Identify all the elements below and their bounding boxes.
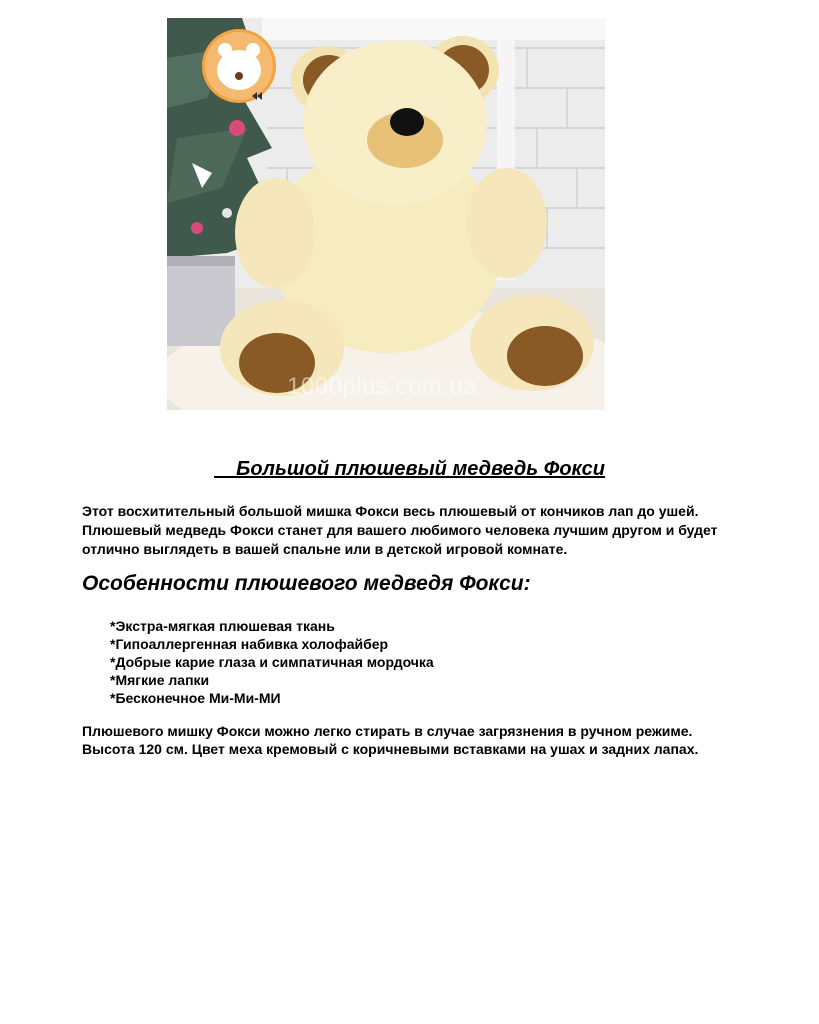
list-item: *Мягкие лапки [110, 672, 210, 688]
list-item: *Гипоаллергенная набивка холофайбер [110, 636, 389, 652]
size-note: Высота 120 см. Цвет меха кремовый с коричневыми вставками на ушах и задних лапах. [82, 741, 699, 757]
product-photo [167, 18, 605, 410]
list-item: *Бесконечное Ми-Ми-МИ [110, 690, 281, 706]
features-heading: Особенности плюшевого медведя Фокси: [82, 572, 531, 595]
features-list [110, 617, 434, 707]
list-item: *Добрые карие глаза и симпатичная мордочка [110, 654, 434, 670]
bear-logo-icon [202, 29, 276, 103]
care-note [82, 722, 742, 758]
photo-watermark: 1000plus.com.ua [287, 373, 478, 400]
page-title: Большой плюшевый медведь Фокси [213, 458, 606, 480]
intro-paragraph: Этот восхитительный большой мишка Фокси весь плюшевый от кончиков лап до ушей. Плюшевый медведь Фокси станет для вашего любимого человека лучшим другом и будет отлично выглядеть в вашей спальне или в детской игровой комнате. [82, 503, 718, 557]
list-item: *Экстра-мягкая плюшевая ткань [110, 618, 335, 634]
teddy-bear-image [167, 18, 605, 410]
wash-note: Плюшевого мишку Фокси можно легко стирать в случае загрязнения в ручном режиме. [82, 723, 693, 739]
